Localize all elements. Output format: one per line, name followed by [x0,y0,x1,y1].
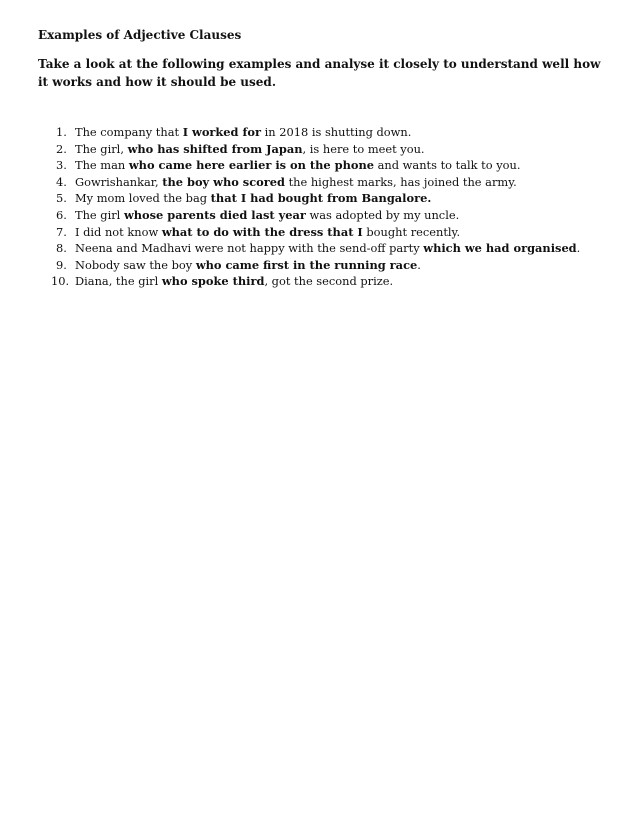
sentence-fragment: My mom loved the bag [75,191,211,206]
adjective-clause: whose parents died last year [123,207,306,222]
sentence-fragment: was adopted by my uncle. [305,207,460,222]
example-item [38,240,604,257]
intro-paragraph: Take a look at the following examples and analyse it closely to understand well how it works and how it should be used. [38,57,601,89]
example-number: 9. [56,257,67,272]
example-number: 2. [56,141,67,156]
sentence-fragment: Diana, the girl [75,274,162,289]
example-number: 3. [56,158,67,173]
example-text [75,190,431,207]
example-number: 7. [56,224,67,239]
example-item [38,273,604,290]
example-text [75,207,459,224]
adjective-clause: who has shifted from Japan [127,141,303,156]
sentence-fragment: and wants to talk to you. [374,158,521,173]
example-item [38,141,604,158]
sentence-fragment: . [576,241,581,256]
example-item [38,157,604,174]
sentence-fragment: Nobody saw the boy [75,257,196,272]
adjective-clause: I worked for [182,125,261,139]
sentence-fragment: The girl [75,207,124,222]
example-text [75,273,393,290]
sentence-fragment: I did not know [75,224,162,239]
sentence-fragment: in 2018 is shutting down. [261,125,412,139]
sentence-fragment: Gowrishankar, [75,174,163,189]
sentence-fragment: , got the second prize. [264,274,394,289]
document-title: Examples of Adjective Clauses [38,28,242,42]
adjective-clause: the boy who scored [162,174,285,189]
example-item [38,207,604,224]
sentence-fragment: The girl, [75,141,128,156]
sentence-fragment: The man [75,158,129,173]
example-number: 10. [51,274,70,289]
adjective-clause: who came here earlier is on the phone [128,158,375,173]
adjective-clause: who spoke third [161,274,265,289]
sentence-fragment: bought recently. [362,224,461,239]
example-text [75,224,460,241]
example-item [38,257,604,274]
example-text [75,141,425,158]
example-item [38,174,604,191]
example-number: 1. [56,125,67,139]
example-text [75,157,521,174]
adjective-clause: which we had organised [423,241,577,256]
sentence-fragment: . [417,257,421,272]
example-item [38,190,604,207]
example-text [75,257,421,274]
adjective-clause: who came first in the running race [195,257,418,272]
example-number: 4. [56,174,67,189]
example-number: 6. [56,207,67,222]
sentence-fragment: , is here to meet you. [302,141,425,156]
example-number: 8. [56,241,67,256]
adjective-clause: what to do with the dress that I [161,224,363,239]
examples-list [38,124,604,290]
adjective-clause: that I had bought from Bangalore. [210,191,432,206]
sentence-fragment: Neena and Madhavi were not happy with the send-off party [75,241,424,256]
example-text [75,124,411,141]
example-number: 5. [56,191,67,206]
sentence-fragment: the highest marks, has joined the army. [284,174,517,189]
example-text [75,240,580,257]
sentence-fragment: The company that [75,125,183,139]
example-item [38,124,604,141]
example-text [75,174,517,191]
example-item [38,224,604,241]
